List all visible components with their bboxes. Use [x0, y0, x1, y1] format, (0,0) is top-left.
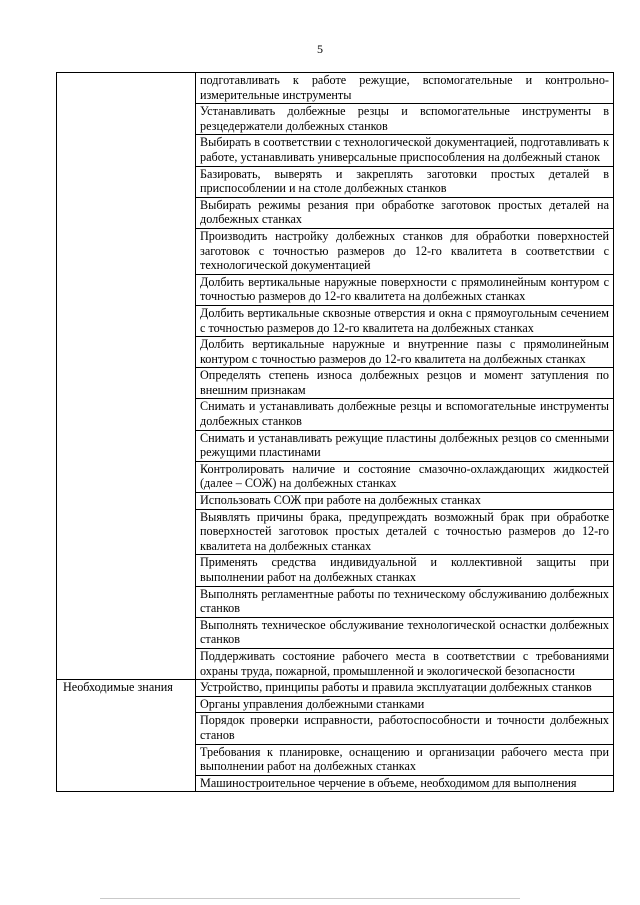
table-cell: Выявлять причины брака, предупреждать возможный брак при обработке поверхностей заготовок простых деталей с точностью размеров до 12-го квалитета на долбежных станках	[196, 509, 614, 555]
requirements-table	[56, 72, 614, 792]
table-cell: Долбить вертикальные наружные поверхности с прямолинейным контуром с точностью размеров до 12-го квалитета на долбежных станках	[196, 274, 614, 305]
table-cell: Снимать и устанавливать долбежные резцы и вспомогательные инструменты долбежных станков	[196, 399, 614, 430]
table-cell: Требования к планировке, оснащению и организации рабочего места при выполнении работ на долбежных станках	[196, 744, 614, 775]
table-cell: Выбирать режимы резания при обработке заготовок простых деталей на долбежных станках	[196, 197, 614, 228]
table-cell: Выполнять регламентные работы по техническому обслуживанию долбежных станков	[196, 586, 614, 617]
table-cell: Устанавливать долбежные резцы и вспомогательные инструменты в резцедержатели долбежных станков	[196, 104, 614, 135]
table-cell: Использовать СОЖ при работе на долбежных станках	[196, 493, 614, 510]
table-cell: Базировать, выверять и закреплять заготовки простых деталей в приспособлении и на столе долбежных станков	[196, 166, 614, 197]
table-cell: Машиностроительное черчение в объеме, необходимом для выполнения	[196, 775, 614, 792]
table-row	[57, 73, 614, 104]
table-cell: Определять степень износа долбежных резцов и момент затупления по внешним признакам	[196, 368, 614, 399]
table-cell: Выбирать в соответствии с технологической документацией, подготавливать к работе, устанавливать универсальные приспособления на долбежный станок	[196, 135, 614, 166]
table-cell: Долбить вертикальные сквозные отверстия и окна с прямоугольным сечением с точностью размеров до 12-го квалитета на долбежных станках	[196, 305, 614, 336]
table-cell: подготавливать к работе режущие, вспомогательные и контрольно-измерительные инструменты	[196, 73, 614, 104]
table-cell: Контролировать наличие и состояние смазочно-охлаждающих жидкостей (далее – СОЖ) на долбежных станках	[196, 461, 614, 492]
table-cell: Применять средства индивидуальной и коллективной защиты при выполнении работ на долбежных станках	[196, 555, 614, 586]
skills-label-cell	[57, 73, 196, 680]
table-cell: Поддерживать состояние рабочего места в соответствии с требованиями охраны труда, пожарной, промышленной и экологической безопасности	[196, 648, 614, 679]
table-cell: Порядок проверки исправности, работоспособности и точности долбежных станов	[196, 713, 614, 744]
table-cell: Устройство, принципы работы и правила эксплуатации долбежных станков	[196, 680, 614, 697]
table-cell: Выполнять техническое обслуживание технологической оснастки долбежных станков	[196, 617, 614, 648]
page-number: 5	[317, 42, 323, 56]
knowledge-label: Необходимые знания	[57, 680, 196, 792]
table-cell: Органы управления долбежными станками	[196, 696, 614, 713]
table-cell: Снимать и устанавливать режущие пластины долбежных резцов со сменными режущими пластинами	[196, 430, 614, 461]
table-row	[57, 680, 614, 697]
table-cell: Долбить вертикальные наружные и внутренние пазы с прямолинейным контуром с точностью размеров до 12-го квалитета на долбежных станках	[196, 337, 614, 368]
table-cell: Производить настройку долбежных станков для обработки поверхностей заготовок с точностью размеров до 12-го квалитета в соответствии с технологической документацией	[196, 228, 614, 274]
scan-edge-divider	[100, 898, 520, 903]
